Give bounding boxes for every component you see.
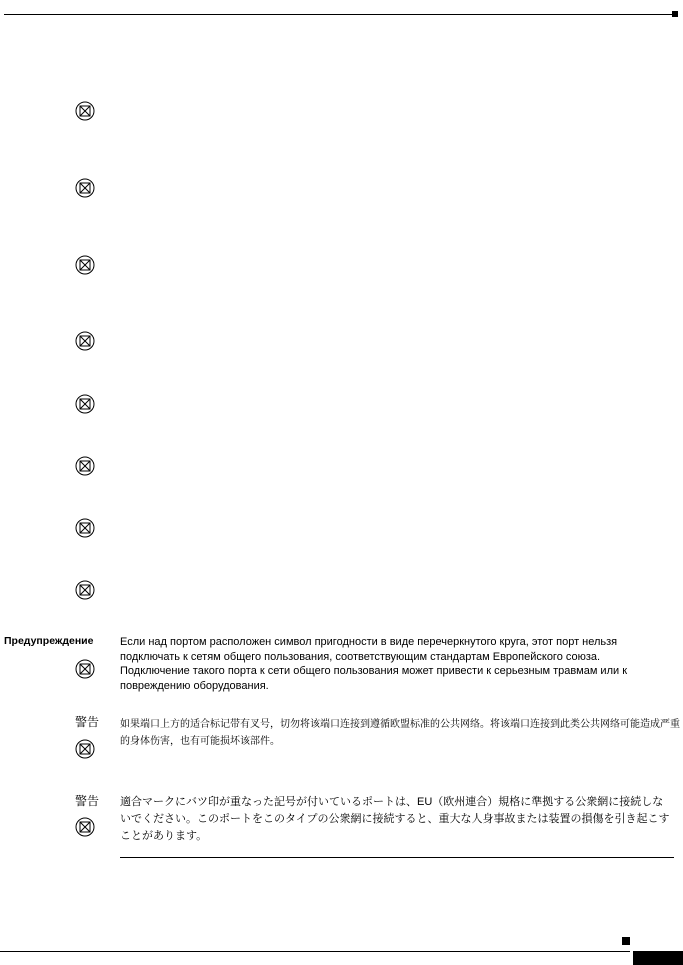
no-public-network-icon — [75, 255, 95, 275]
no-public-network-icon — [75, 456, 95, 476]
warning-text-zh: 如果端口上方的适合标记带有叉号，切勿将该端口连接到遵循欧盟标准的公共网络。将该端口连接到此类公共网络可能造成严重的身体伤害，也有可能损坏该部件。 — [120, 719, 680, 747]
no-public-network-icon — [75, 518, 95, 538]
no-public-network-icon — [75, 394, 95, 414]
warning-label-ja: 警告 — [75, 794, 100, 808]
no-public-network-icon — [75, 817, 95, 837]
no-public-network-icon — [75, 101, 95, 121]
no-public-network-icon — [75, 659, 95, 679]
warning-text-ja: 適合マークにバツ印が重なった記号が付いているポートは、EU（欧州連合）規格に準拠する公衆網に接続しないでください。このポートをこのタイプの公衆網に接続すると、重大な人身事故または装置の損傷を引き起こすことがあります。 — [120, 796, 670, 842]
no-public-network-icon — [75, 739, 95, 759]
footer-page-tab — [633, 951, 683, 965]
warning-text-ru: Если над портом расположен символ пригодности в виде перечеркнутого круга, этот порт нельзя подключать к сетям общего пользования, соответствующим стандартам Европейского союза. Подключение такого порта к сети общего пользования может привести к серьезным травмам или к повреждению оборудования. — [120, 636, 628, 692]
header-corner-mark — [672, 11, 678, 17]
no-public-network-icon — [75, 580, 95, 600]
no-public-network-icon — [75, 331, 95, 351]
footer-mark — [622, 937, 630, 945]
warning-label-ru: Предупреждение — [4, 635, 94, 647]
no-public-network-icon — [75, 178, 95, 198]
section-divider — [120, 857, 674, 858]
footer-rule — [0, 951, 630, 952]
header-rule — [4, 14, 673, 15]
warning-label-zh: 警告 — [75, 715, 100, 729]
